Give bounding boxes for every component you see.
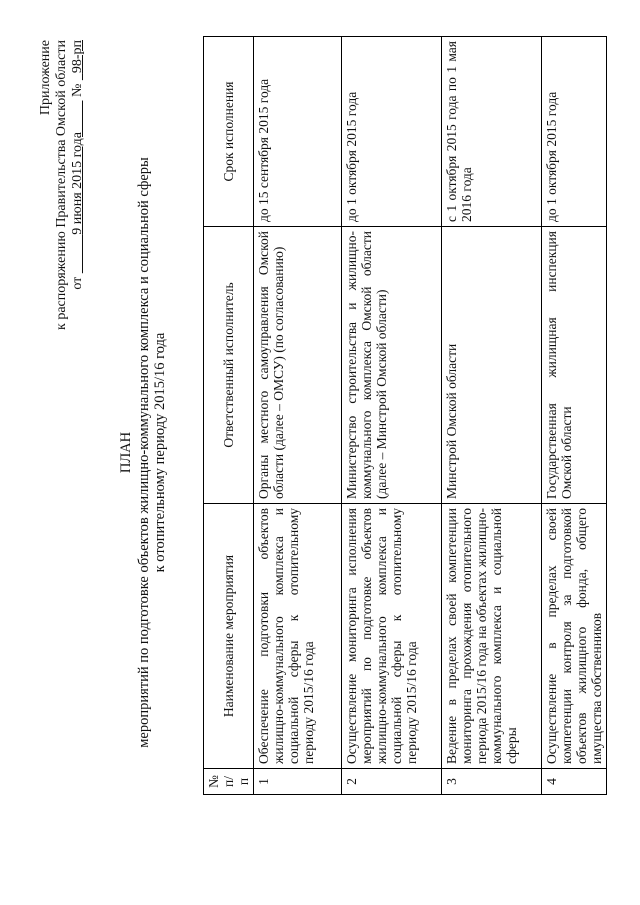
row-number: 4: [542, 769, 607, 795]
number-label: №: [70, 83, 85, 98]
row-deadline: до 15 сентября 2015 года: [254, 37, 342, 227]
column-header-number: № п/п: [204, 769, 254, 795]
column-header-responsible: Ответственный исполнитель: [204, 227, 254, 504]
row-action: Осуществление в пределах своей компетенции контроля за подготовкой объектов жилищного фонда, общего имущества собственников: [542, 504, 607, 769]
row-responsible: Государственная жилищная инспекция Омской области: [542, 227, 607, 504]
row-number: 3: [442, 769, 542, 795]
table-header-row: [204, 37, 254, 795]
document-subtitle-period: к отопительному периоду 2015/16 года: [152, 332, 168, 573]
row-deadline: до 1 октября 2015 года: [542, 37, 607, 227]
row-deadline: с 1 октября 2015 года по 1 мая 2016 года: [442, 37, 542, 227]
plan-table: [203, 36, 607, 795]
row-deadline: до 1 октября 2015 года: [342, 37, 442, 227]
row-action: Ведение в пределах своей компетенции мониторинга прохождения отопительного периода 2015/16 года на объектах жилищно-коммунального комплекса и социальной сферы: [442, 504, 542, 769]
order-number: 98-рп: [70, 40, 85, 74]
row-responsible: Минстрой Омской области: [442, 227, 542, 504]
appendix-order-reference: к распоряжению Правительства Омской области: [54, 40, 69, 330]
table-row: [342, 37, 442, 795]
column-header-deadline: Срок исполнения: [204, 37, 254, 227]
row-responsible: Органы местного самоуправления Омской области (далее – ОМСУ) (по согласованию): [254, 227, 342, 504]
appendix-block: [38, 40, 86, 330]
row-action: Осуществление мониторинга исполнения мероприятий по подготовке объектов жилищно-коммунального комплекса и социальной сферы к отопительному периоду 2015/16 года: [342, 504, 442, 769]
table-row: [542, 37, 607, 795]
row-number: 1: [254, 769, 342, 795]
row-action: Обеспечение подготовки объектов жилищно-коммунального комплекса и социальной сферы к отопительному периоду 2015/16 года: [254, 504, 342, 769]
column-header-action: Наименование мероприятия: [204, 504, 254, 769]
date-label: от: [70, 276, 85, 290]
document-heading: ПЛАН: [118, 431, 134, 474]
row-number: 2: [342, 769, 442, 795]
row-responsible: Министерство строительства и жилищно-коммунального комплекса Омской области (далее – Минстрой Омской области): [342, 227, 442, 504]
table-row: [442, 37, 542, 795]
table-row: [254, 37, 342, 795]
order-date: 9 июня 2015 года: [70, 132, 85, 235]
document-subtitle: мероприятий по подготовке объектов жилищно-коммунального комплекса и социальной сферы: [136, 157, 152, 748]
appendix-title: Приложение: [38, 40, 53, 116]
appendix-date-line: [70, 40, 86, 330]
